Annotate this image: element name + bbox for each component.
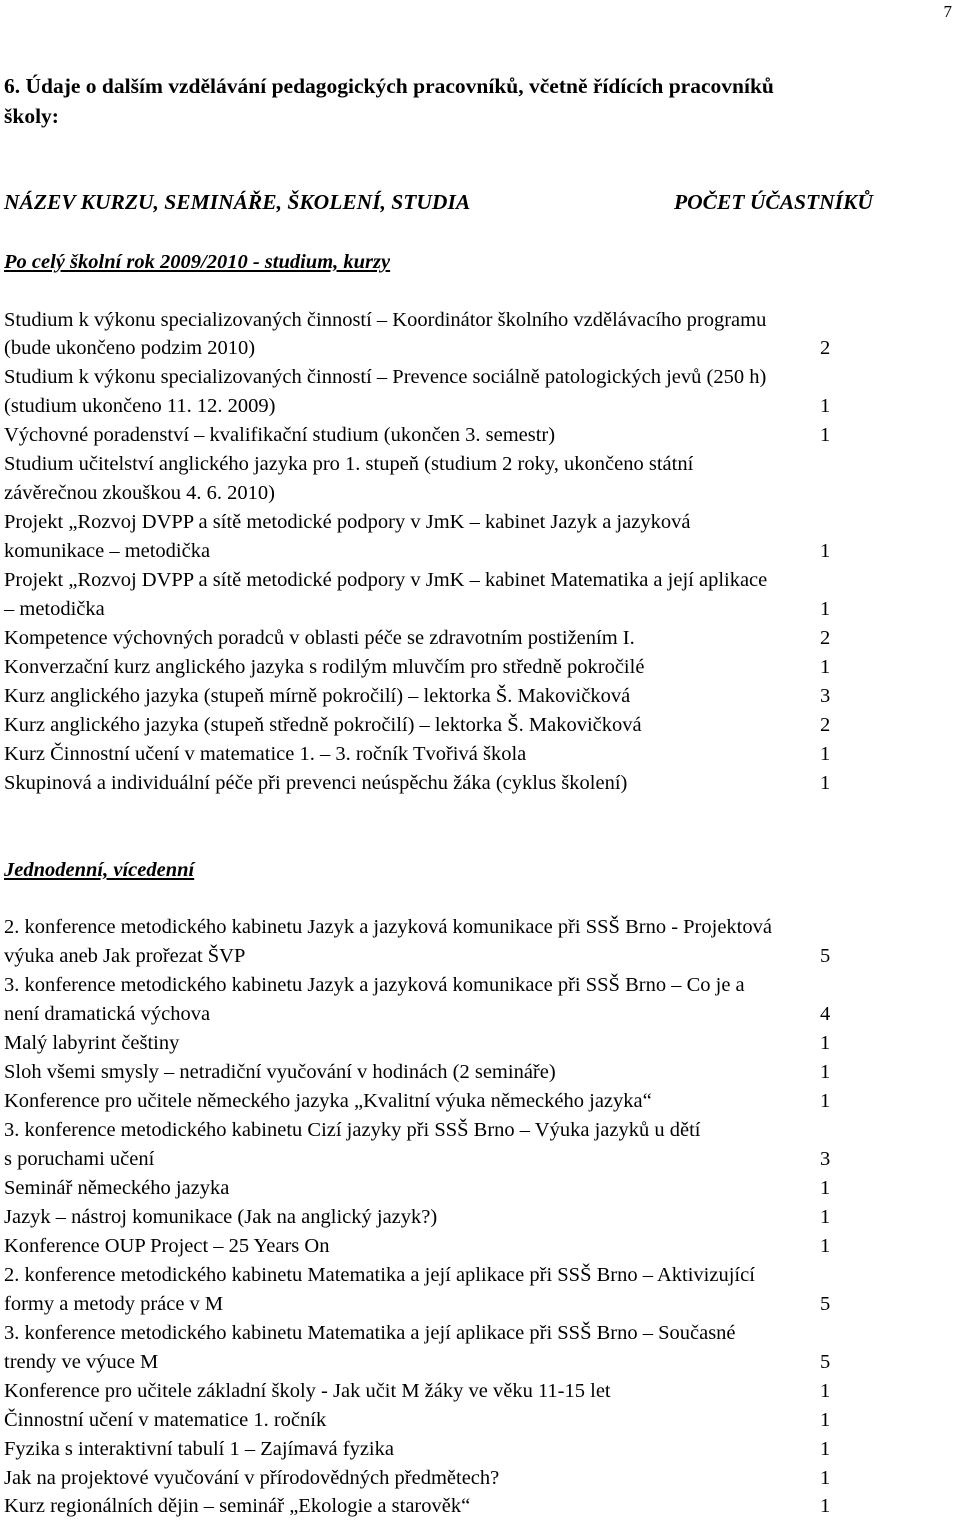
s2-item-1-count: 5 (820, 945, 831, 967)
s1-item-4-l1: Studium učitelství anglického jazyka pro 1. stupeň (studium 2 roky, ukončeno státní (4, 453, 694, 475)
s2-item-12-l1: Konference pro učitele základní školy - Jak učit M žáky ve věku 11-15 let (4, 1380, 611, 1402)
s2-item-11-l1: 3. konference metodického kabinetu Matematika a její aplikace při SSŠ Brno – Současné (4, 1322, 736, 1344)
s1-item-1-count: 2 (820, 337, 831, 359)
s2-item-9-l1: Konference OUP Project – 25 Years On (4, 1235, 330, 1257)
s2-item-1-l2: výuka aneb Jak prořezat ŠVP (4, 945, 246, 967)
s1-item-8-l1: Konverzační kurz anglického jazyka s rodilým mluvčím pro středně pokročilé (4, 656, 645, 678)
s1-item-11-count: 1 (820, 743, 831, 765)
s2-item-10-count: 5 (820, 1293, 831, 1315)
s2-item-1-l1: 2. konference metodického kabinetu Jazyk a jazyková komunikace při SSŠ Brno - Projektová (4, 916, 772, 938)
section-2-title: Jednodenní, vícedenní (4, 859, 195, 881)
s2-item-4-l1: Sloh všemi smysly – netradiční vyučování v hodinách (2 semináře) (4, 1061, 556, 1083)
s2-item-15-l1: Jak na projektové vyučování v přírodovědných předmětech? (4, 1467, 500, 1489)
s2-item-16-count: 1 (820, 1495, 831, 1517)
s1-item-5-l1: Projekt „Rozvoj DVPP a sítě metodické podpory v JmK – kabinet Jazyk a jazyková (4, 511, 691, 533)
s2-item-9-count: 1 (820, 1235, 831, 1257)
s2-item-5-l1: Konference pro učitele německého jazyka „Kvalitní výuka německého jazyka“ (4, 1090, 652, 1112)
s2-item-6-count: 3 (820, 1148, 831, 1170)
column-header-right: POČET ÚČASTNÍKŮ (674, 190, 873, 214)
s2-item-13-count: 1 (820, 1409, 831, 1431)
s1-item-11-l1: Kurz Činnostní učení v matematice 1. – 3. ročník Tvořivá škola (4, 743, 527, 765)
s2-item-2-l1: 3. konference metodického kabinetu Jazyk a jazyková komunikace při SSŠ Brno – Co je a (4, 974, 745, 996)
s2-item-6-l2: s poruchami učení (4, 1148, 155, 1170)
s1-item-2-l2: (studium ukončeno 11. 12. 2009) (4, 395, 276, 417)
s1-item-10-count: 2 (820, 714, 831, 736)
s2-item-16-l1: Kurz regionálních dějin – seminář „Ekologie a starověk“ (4, 1495, 471, 1517)
s2-item-6-l1: 3. konference metodického kabinetu Cizí jazyky při SSŠ Brno – Výuka jazyků u dětí (4, 1119, 701, 1141)
s2-item-4-count: 1 (820, 1061, 831, 1083)
s2-item-13-l1: Činnostní učení v matematice 1. ročník (4, 1409, 327, 1431)
s2-item-12-count: 1 (820, 1380, 831, 1402)
s1-item-6-l2: – metodička (4, 598, 105, 620)
s2-item-3-count: 1 (820, 1032, 831, 1054)
s1-item-1 (4, 306, 956, 334)
s1-item-3-l1: Výchovné poradenství – kvalifikační studium (ukončen 3. semestr) (4, 424, 556, 446)
s2-item-7-l1: Seminář německého jazyka (4, 1177, 230, 1199)
s1-item-3-count: 1 (820, 424, 831, 446)
s2-item-10-l2: formy a metody práce v M (4, 1293, 224, 1315)
s1-item-12-l1: Skupinová a individuální péče při prevenci neúspěchu žáka (cyklus školení) (4, 772, 628, 794)
s1-item-12-count: 1 (820, 772, 831, 794)
s2-item-2-count: 4 (820, 1003, 831, 1025)
s2-item-14-count: 1 (820, 1438, 831, 1460)
s1-item-4-l2: závěrečnou zkouškou 4. 6. 2010) (4, 482, 275, 504)
s1-item-6-l1: Projekt „Rozvoj DVPP a sítě metodické podpory v JmK – kabinet Matematika a její aplikace (4, 569, 768, 591)
s1-item-1-l1: Studium k výkonu specializovaných činností – Koordinátor školního vzdělávacího programu (4, 309, 767, 331)
s2-item-8-l1: Jazyk – nástroj komunikace (Jak na anglický jazyk?) (4, 1206, 438, 1228)
heading-line-1: 6. Údaje o dalším vzdělávání pedagogických pracovníků, včetně řídících pracovníků (4, 74, 774, 98)
s2-item-8-count: 1 (820, 1206, 831, 1228)
s1-item-7-l1: Kompetence výchovných poradců v oblasti péče se zdravotním postižením I. (4, 627, 635, 649)
s1-item-7-count: 2 (820, 627, 831, 649)
s1-item-5-l2: komunikace – metodička (4, 540, 211, 562)
s1-item-5-count: 1 (820, 540, 831, 562)
s2-item-10-l1: 2. konference metodického kabinetu Matematika a její aplikace při SSŠ Brno – Aktivizující (4, 1264, 755, 1286)
s1-item-10-l1: Kurz anglického jazyka (stupeň středně pokročilí) – lektorka Š. Makovičková (4, 714, 642, 736)
s2-item-3-l1: Malý labyrint češtiny (4, 1032, 180, 1054)
s1-item-8-count: 1 (820, 656, 831, 678)
s2-item-5-count: 1 (820, 1090, 831, 1112)
column-header-left: NÁZEV KURZU, SEMINÁŘE, ŠKOLENÍ, STUDIA (4, 190, 471, 214)
s1-item-9-l1: Kurz anglického jazyka (stupeň mírně pokročilí) – lektorka Š. Makovičková (4, 685, 631, 707)
s2-item-2-l2: není dramatická výchova (4, 1003, 211, 1025)
section-1-title: Po celý školní rok 2009/2010 - studium, kurzy (4, 251, 391, 273)
s2-item-11-l2: trendy ve výuce M (4, 1351, 159, 1373)
s2-item-15-count: 1 (820, 1467, 831, 1489)
s2-item-11-count: 5 (820, 1351, 831, 1373)
heading-line-2: školy: (4, 104, 59, 128)
page-number: 7 (943, 2, 952, 21)
s2-item-14-l1: Fyzika s interaktivní tabulí 1 – Zajímavá fyzika (4, 1438, 394, 1460)
s1-item-6-count: 1 (820, 598, 831, 620)
s1-item-2-count: 1 (820, 395, 831, 417)
s1-item-2-l1: Studium k výkonu specializovaných činností – Prevence sociálně patologických jevů (250 h) (4, 366, 767, 388)
s2-item-7-count: 1 (820, 1177, 831, 1199)
s1-item-1-l2: (bude ukončeno podzim 2010) (4, 337, 256, 359)
s1-item-9-count: 3 (820, 685, 831, 707)
